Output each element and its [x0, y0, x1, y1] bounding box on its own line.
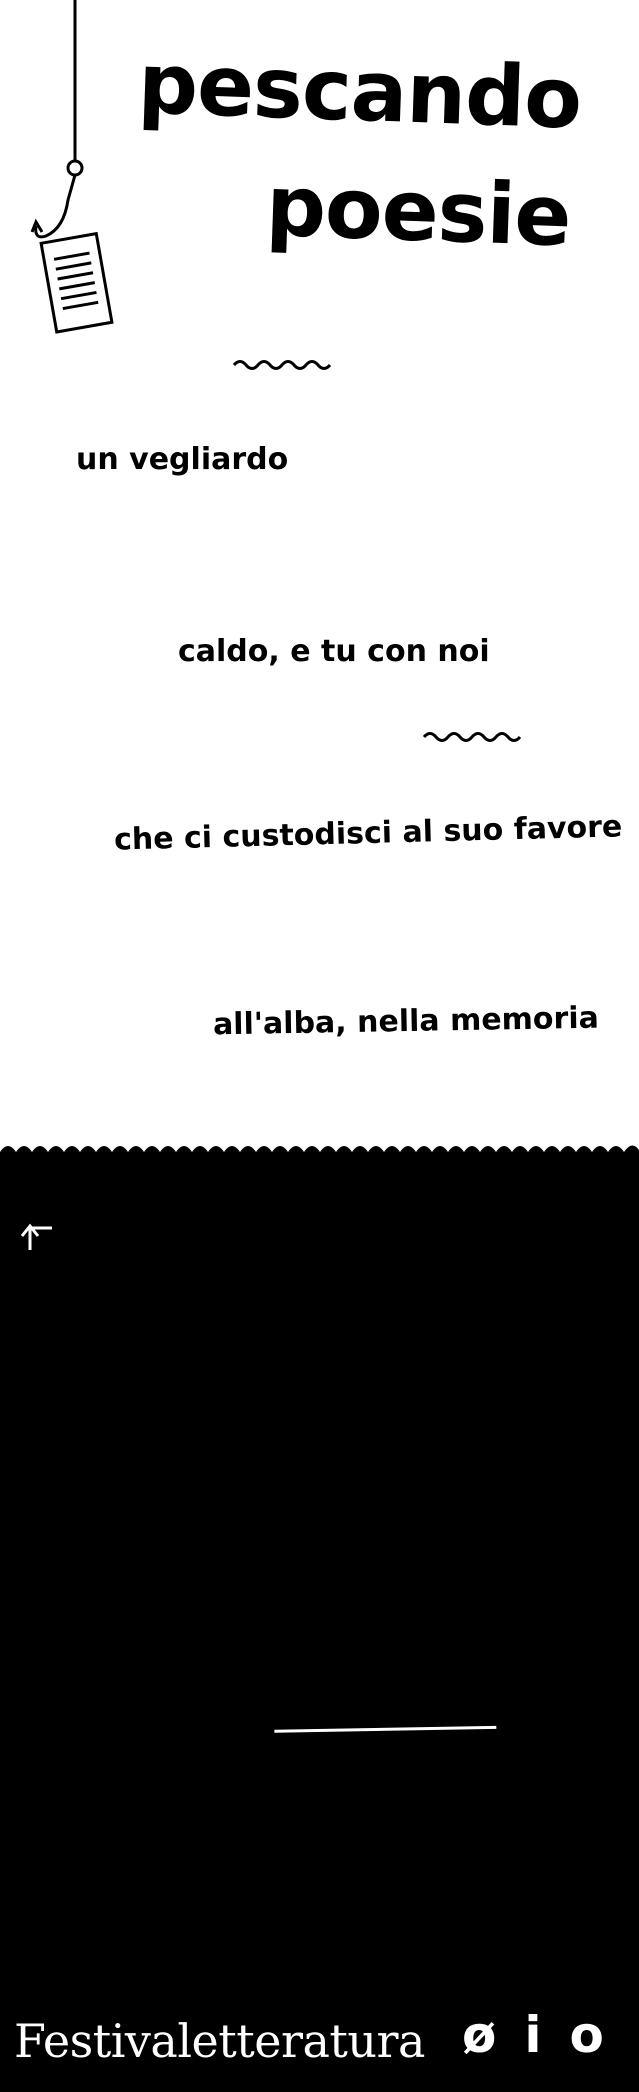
scallop-edge — [0, 1140, 639, 1164]
wave-divider-icon — [232, 356, 334, 374]
data-line: Questa fu scritta il giorno 4 Luglio alle — [28, 1478, 550, 1516]
poem-paper-icon — [41, 234, 112, 332]
poem-line-1: un vegliardo — [76, 442, 289, 477]
read-more-prefix: Leggilo sul sito → — [31, 1699, 275, 1732]
credits-line: Matteo Loglio con oio per — [20, 1821, 367, 1854]
return-arrow-icon — [18, 1222, 54, 1254]
poem-line-4: all'alba, nella memoria — [212, 1000, 600, 1043]
credits-line: Pescando Poesie è un progetto di — [20, 1783, 475, 1818]
title-line-1: pescando — [136, 34, 583, 148]
intro-paragraph — [60, 1227, 572, 1452]
oio-logo: øio — [462, 2006, 632, 2064]
intro-line: abbiamo insegnato ai laghi a scrivere — [61, 1339, 572, 1376]
credits-line: I dati sono forniti dal CNR. — [22, 1928, 382, 1962]
poem-line-2: caldo, e tu con noi — [178, 634, 490, 669]
poem-line-3: che ci custodisci al suo favore — [113, 809, 623, 858]
site-link[interactable]: oio.studio/pesca — [274, 1696, 497, 1733]
title-line-2: poesie — [264, 156, 573, 266]
fishing-hook-icon — [20, 0, 130, 345]
credits-line: Festivaletteratura 2021. — [21, 1893, 353, 1926]
intro-line: essere umano, bensì dal lago di — [60, 1268, 492, 1304]
intro-line: trasformando dati ambientali — [62, 1377, 462, 1412]
data-paragraph — [28, 1474, 606, 1736]
data-line: lago nella scrittura della poesia. — [30, 1624, 470, 1660]
intro-line: in poesia. — [63, 1417, 196, 1448]
wave-divider-icon — [422, 728, 524, 746]
data-line: Com’è possibile? — [31, 1664, 259, 1696]
credits-line: Edizioni Corraini, durante il — [21, 1856, 393, 1890]
credits-paragraph — [20, 1780, 477, 1966]
festivaletteratura-logo: Festivaletteratura — [14, 2014, 425, 2068]
intro-line: Mantova. Con l’intelligenza artificiale — [61, 1303, 569, 1340]
data-line: e il pH 7.82. Questi valori hanno ispirato il — [29, 1585, 605, 1624]
data-line: 1:0. La temperatura era di 27.28°, — [28, 1515, 493, 1552]
intro-line: Questi versi non sono scritti da un — [60, 1231, 527, 1268]
data-line: mentre la Clorofilla A era 36.8 ug/l — [29, 1551, 497, 1588]
